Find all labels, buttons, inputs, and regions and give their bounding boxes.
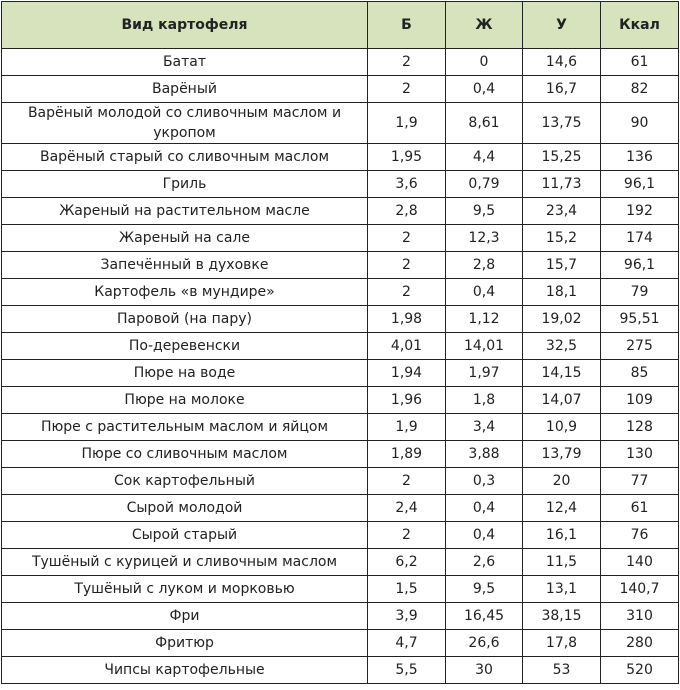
cell-potato-type: Батат	[2, 49, 368, 76]
cell-protein: 1,95	[368, 144, 446, 171]
cell-potato-type: Варёный	[2, 76, 368, 103]
cell-fat: 0,3	[446, 468, 523, 495]
cell-carbs: 38,15	[523, 603, 601, 630]
cell-potato-type: Чипсы картофельные	[2, 657, 368, 684]
cell-protein: 2	[368, 49, 446, 76]
header-row	[2, 2, 679, 49]
table-row	[2, 171, 679, 198]
cell-fat: 3,4	[446, 414, 523, 441]
table-row	[2, 630, 679, 657]
cell-potato-type: Пюре со сливочным маслом	[2, 441, 368, 468]
cell-potato-type: Тушёный с курицей и сливочным маслом	[2, 549, 368, 576]
cell-kcal: 130	[601, 441, 679, 468]
cell-protein: 2	[368, 76, 446, 103]
cell-protein: 1,89	[368, 441, 446, 468]
cell-potato-type: Жареный на сале	[2, 225, 368, 252]
table-row	[2, 657, 679, 684]
cell-protein: 1,9	[368, 103, 446, 144]
cell-kcal: 61	[601, 495, 679, 522]
cell-carbs: 16,1	[523, 522, 601, 549]
cell-fat: 0,4	[446, 495, 523, 522]
cell-potato-type: Запечённый в духовке	[2, 252, 368, 279]
table-row	[2, 252, 679, 279]
cell-potato-type: Сырой молодой	[2, 495, 368, 522]
table-row	[2, 306, 679, 333]
cell-protein: 1,94	[368, 360, 446, 387]
cell-fat: 9,5	[446, 576, 523, 603]
cell-potato-type: Жареный на растительном масле	[2, 198, 368, 225]
cell-carbs: 13,1	[523, 576, 601, 603]
cell-fat: 2,8	[446, 252, 523, 279]
cell-potato-type: Гриль	[2, 171, 368, 198]
cell-kcal: 140,7	[601, 576, 679, 603]
cell-potato-type: Паровой (на пару)	[2, 306, 368, 333]
table-row	[2, 549, 679, 576]
cell-protein: 4,01	[368, 333, 446, 360]
cell-fat: 0,4	[446, 76, 523, 103]
cell-kcal: 128	[601, 414, 679, 441]
cell-carbs: 14,07	[523, 387, 601, 414]
cell-kcal: 109	[601, 387, 679, 414]
cell-fat: 30	[446, 657, 523, 684]
table-row	[2, 225, 679, 252]
cell-carbs: 13,79	[523, 441, 601, 468]
cell-fat: 26,6	[446, 630, 523, 657]
cell-carbs: 15,25	[523, 144, 601, 171]
cell-protein: 1,98	[368, 306, 446, 333]
cell-carbs: 10,9	[523, 414, 601, 441]
cell-carbs: 14,15	[523, 360, 601, 387]
cell-carbs: 16,7	[523, 76, 601, 103]
table-row	[2, 522, 679, 549]
cell-protein: 2	[368, 225, 446, 252]
header-kcal: Ккал	[601, 2, 679, 49]
cell-kcal: 96,1	[601, 252, 679, 279]
cell-protein: 6,2	[368, 549, 446, 576]
cell-kcal: 96,1	[601, 171, 679, 198]
table-row	[2, 144, 679, 171]
cell-potato-type: Картофель «в мундире»	[2, 279, 368, 306]
cell-protein: 2	[368, 522, 446, 549]
table-row	[2, 495, 679, 522]
cell-potato-type: Тушёный с луком и морковью	[2, 576, 368, 603]
cell-kcal: 77	[601, 468, 679, 495]
cell-carbs: 32,5	[523, 333, 601, 360]
cell-potato-type: Сок картофельный	[2, 468, 368, 495]
table-row	[2, 576, 679, 603]
table-row	[2, 414, 679, 441]
table-row	[2, 198, 679, 225]
table-row	[2, 468, 679, 495]
cell-carbs: 53	[523, 657, 601, 684]
cell-carbs: 13,75	[523, 103, 601, 144]
cell-potato-type: По-деревенски	[2, 333, 368, 360]
cell-carbs: 17,8	[523, 630, 601, 657]
cell-kcal: 280	[601, 630, 679, 657]
cell-fat: 1,97	[446, 360, 523, 387]
cell-fat: 16,45	[446, 603, 523, 630]
cell-kcal: 310	[601, 603, 679, 630]
cell-potato-type: Варёный молодой со сливочным маслом и укропом	[2, 103, 368, 144]
cell-carbs: 19,02	[523, 306, 601, 333]
cell-potato-type: Сырой старый	[2, 522, 368, 549]
cell-fat: 4,4	[446, 144, 523, 171]
table-row	[2, 360, 679, 387]
table-row	[2, 103, 679, 144]
cell-kcal: 76	[601, 522, 679, 549]
cell-carbs: 11,5	[523, 549, 601, 576]
cell-kcal: 174	[601, 225, 679, 252]
cell-potato-type: Фритюр	[2, 630, 368, 657]
cell-potato-type: Пюре на воде	[2, 360, 368, 387]
header-carbs: У	[523, 2, 601, 49]
cell-fat: 0	[446, 49, 523, 76]
cell-fat: 0,4	[446, 279, 523, 306]
cell-fat: 14,01	[446, 333, 523, 360]
cell-carbs: 12,4	[523, 495, 601, 522]
cell-protein: 5,5	[368, 657, 446, 684]
cell-fat: 12,3	[446, 225, 523, 252]
table-header	[2, 2, 679, 49]
cell-carbs: 15,7	[523, 252, 601, 279]
cell-fat: 1,8	[446, 387, 523, 414]
cell-fat: 2,6	[446, 549, 523, 576]
cell-protein: 2,8	[368, 198, 446, 225]
table-row	[2, 603, 679, 630]
cell-kcal: 61	[601, 49, 679, 76]
cell-carbs: 23,4	[523, 198, 601, 225]
cell-protein: 3,6	[368, 171, 446, 198]
table-row	[2, 441, 679, 468]
cell-kcal: 82	[601, 76, 679, 103]
cell-protein: 2	[368, 279, 446, 306]
cell-kcal: 192	[601, 198, 679, 225]
table-body	[2, 49, 679, 684]
header-fat: Ж	[446, 2, 523, 49]
cell-carbs: 14,6	[523, 49, 601, 76]
cell-fat: 0,79	[446, 171, 523, 198]
cell-protein: 1,5	[368, 576, 446, 603]
table-row	[2, 49, 679, 76]
cell-fat: 9,5	[446, 198, 523, 225]
cell-potato-type: Пюре с растительным маслом и яйцом	[2, 414, 368, 441]
cell-protein: 4,7	[368, 630, 446, 657]
cell-kcal: 136	[601, 144, 679, 171]
cell-protein: 2	[368, 468, 446, 495]
cell-potato-type: Фри	[2, 603, 368, 630]
cell-potato-type: Варёный старый со сливочным маслом	[2, 144, 368, 171]
cell-kcal: 275	[601, 333, 679, 360]
cell-kcal: 140	[601, 549, 679, 576]
cell-fat: 1,12	[446, 306, 523, 333]
cell-carbs: 20	[523, 468, 601, 495]
cell-protein: 2,4	[368, 495, 446, 522]
cell-fat: 3,88	[446, 441, 523, 468]
cell-protein: 1,9	[368, 414, 446, 441]
table-row	[2, 387, 679, 414]
cell-protein: 2	[368, 252, 446, 279]
cell-carbs: 15,2	[523, 225, 601, 252]
cell-fat: 8,61	[446, 103, 523, 144]
cell-kcal: 85	[601, 360, 679, 387]
header-potato-type: Вид картофеля	[2, 2, 368, 49]
cell-potato-type: Пюре на молоке	[2, 387, 368, 414]
table-row	[2, 333, 679, 360]
potato-nutrition-table	[1, 1, 679, 684]
table-row	[2, 76, 679, 103]
cell-carbs: 18,1	[523, 279, 601, 306]
cell-kcal: 95,51	[601, 306, 679, 333]
cell-carbs: 11,73	[523, 171, 601, 198]
cell-protein: 1,96	[368, 387, 446, 414]
table-row	[2, 279, 679, 306]
cell-kcal: 90	[601, 103, 679, 144]
cell-kcal: 520	[601, 657, 679, 684]
header-protein: Б	[368, 2, 446, 49]
cell-kcal: 79	[601, 279, 679, 306]
cell-protein: 3,9	[368, 603, 446, 630]
cell-fat: 0,4	[446, 522, 523, 549]
